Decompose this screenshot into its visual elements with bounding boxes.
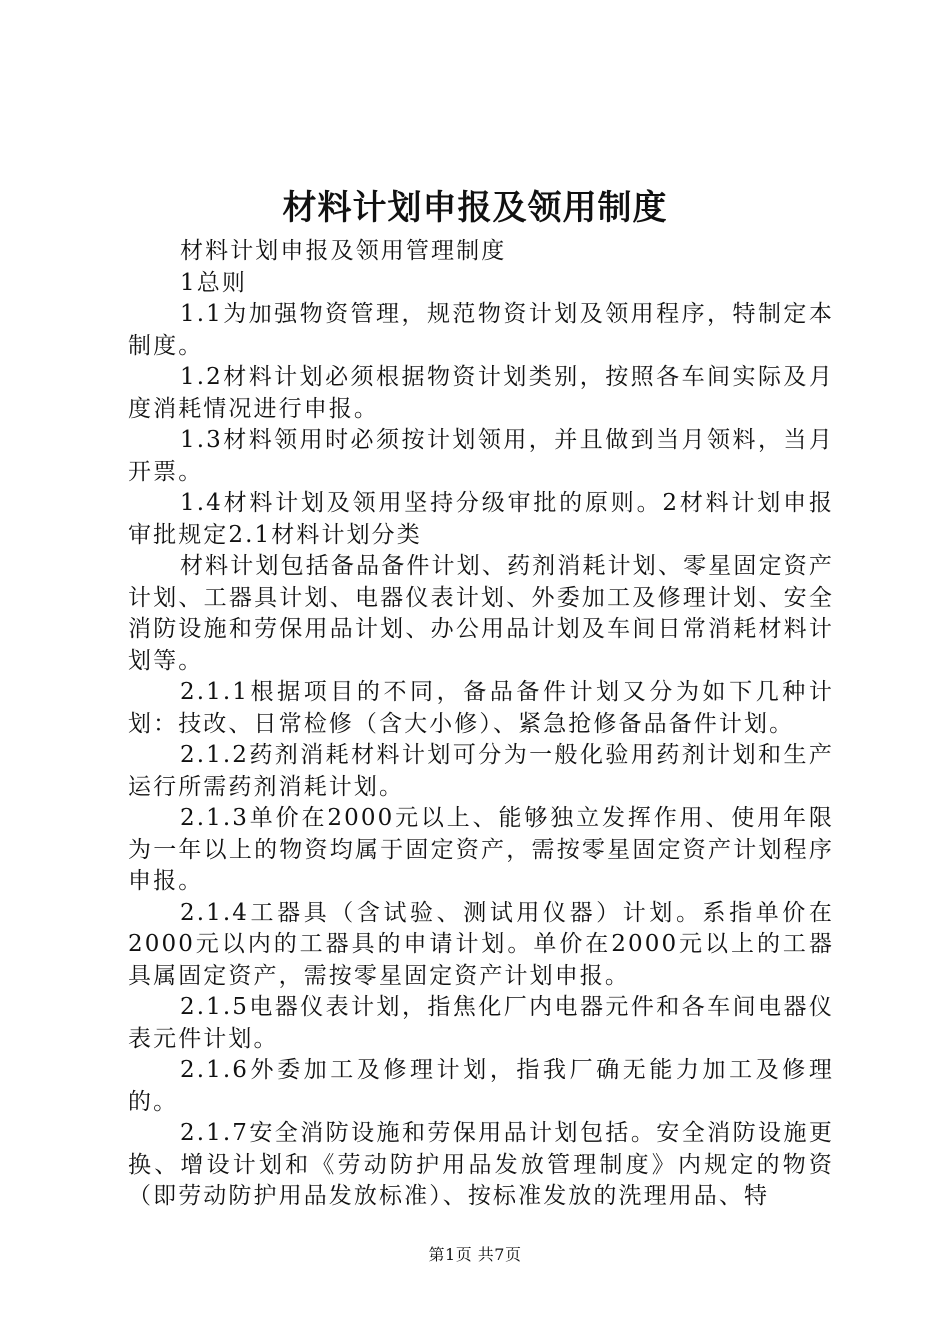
document-body xyxy=(128,236,834,1213)
paragraph-1-4: 1.4材料计划及领用坚持分级审批的原则。2材料计划申报审批规定2.1材料计划分类 xyxy=(128,490,834,548)
paragraph-1-1: 1.1为加强物资管理，规范物资计划及领用程序，特制定本制度。 xyxy=(128,301,834,359)
paragraph-2-1-7: 2.1.7安全消防设施和劳保用品计划包括。安全消防设施更换、增设计划和《劳动防护用品发放管理制度》内规定的物资（即劳动防护用品发放标准）、按标准发放的洗理用品、特 xyxy=(128,1120,834,1209)
paragraph-2-1-5: 2.1.5电器仪表计划，指焦化厂内电器元件和各车间电器仪表元件计划。 xyxy=(128,994,834,1052)
paragraph-2-1-4: 2.1.4工器具（含试验、测试用仪器）计划。系指单价在2000元以内的工器具的申请计划。单价在2000元以上的工器具属固定资产，需按零星固定资产计划申报。 xyxy=(128,899,834,989)
paragraph-1-3: 1.3材料领用时必须按计划领用，并且做到当月领料，当月开票。 xyxy=(128,427,834,485)
paragraph-section-1: 1总则 xyxy=(180,269,247,296)
document-title: 材料计划申报及领用制度 xyxy=(282,188,668,228)
paragraph-2-1-3: 2.1.3单价在2000元以上、能够独立发挥作用、使用年限为一年以上的物资均属于固定资产，需按零星固定资产计划程序申报。 xyxy=(128,805,834,894)
paragraph-plan-categories: 材料计划包括备品备件计划、药剂消耗计划、零星固定资产计划、工器具计划、电器仪表计划、外委加工及修理计划、安全消防设施和劳保用品计划、办公用品计划及车间日常消耗材料计划等。 xyxy=(128,553,834,674)
paragraph-2-1-2: 2.1.2药剂消耗材料计划可分为一般化验用药剂计划和生产运行所需药剂消耗计划。 xyxy=(128,742,834,800)
paragraph-subtitle: 材料计划申报及领用管理制度 xyxy=(180,238,507,264)
paragraph-1-2: 1.2材料计划必须根据物资计划类别，按照各车间实际及月度消耗情况进行申报。 xyxy=(128,364,834,422)
page-footer: 第1页 共7页 xyxy=(428,1245,522,1264)
paragraph-2-1-6: 2.1.6外委加工及修理计划，指我厂确无能力加工及修理的。 xyxy=(128,1057,834,1115)
paragraph-2-1-1: 2.1.1根据项目的不同，备品备件计划又分为如下几种计划：技改、日常检修（含大小修）、紧急抢修备品备件计划。 xyxy=(128,679,834,737)
